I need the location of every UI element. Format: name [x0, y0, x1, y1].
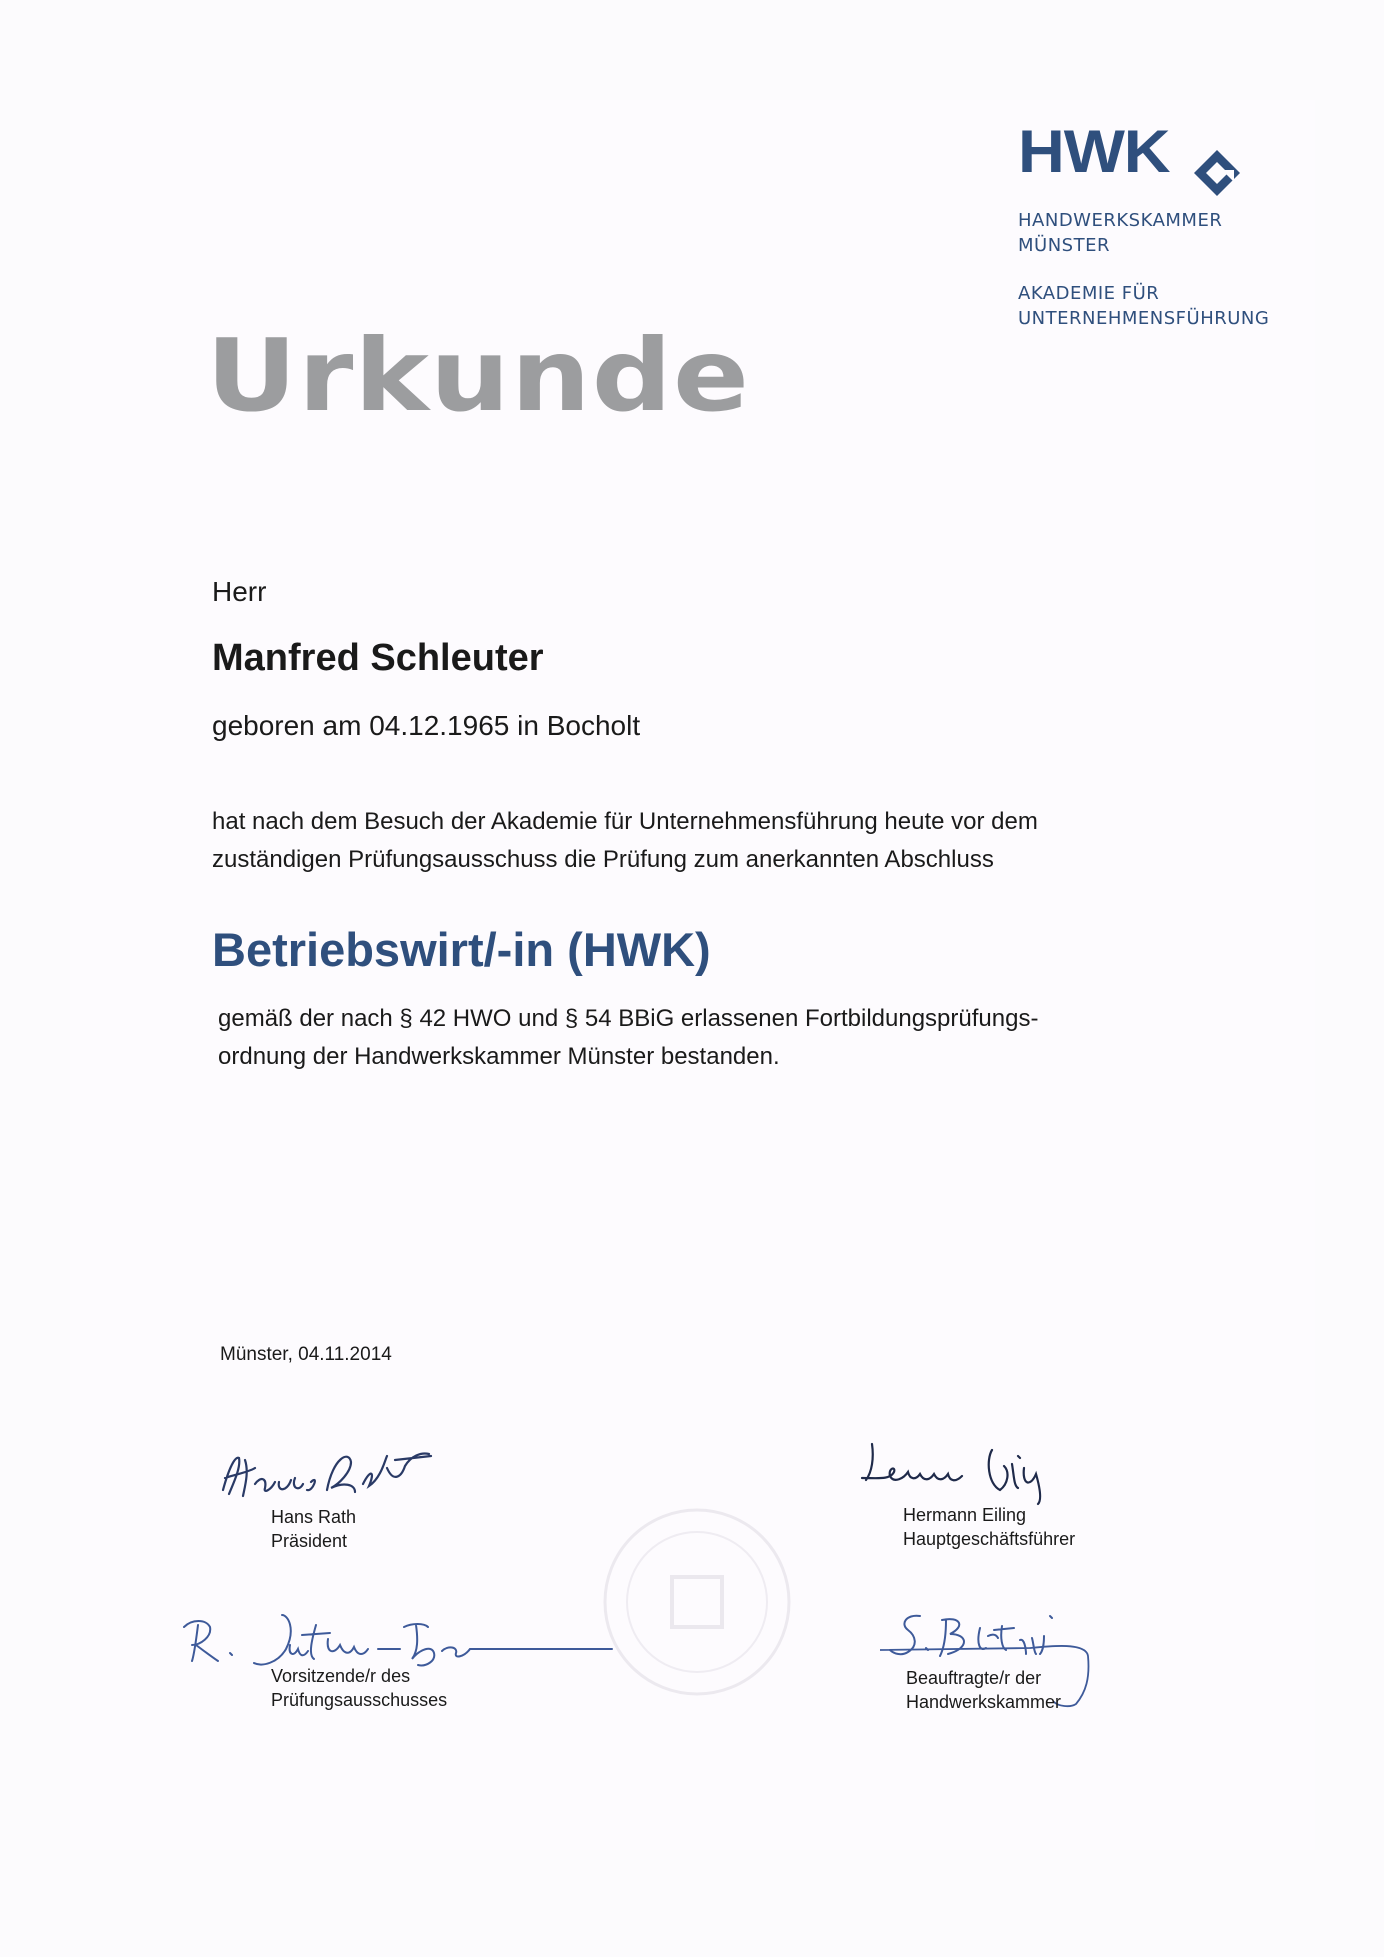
recipient-name: Manfred Schleuter: [212, 637, 544, 679]
salutation: Herr: [212, 576, 267, 607]
academy-name: AKADEMIE FÜR UNTERNEHMENSFÜHRUNG: [1018, 283, 1270, 329]
hwk-logo-text: HWK: [1018, 118, 1170, 185]
signatory-name: Hans Rath: [271, 1507, 357, 1527]
signatory-role: Präsident: [271, 1531, 348, 1551]
signatory-committee-chair: [271, 1664, 447, 1712]
signatory-chamber-representative: [906, 1666, 1061, 1714]
org-name: HANDWERKSKAMMER MÜNSTER: [1018, 210, 1223, 256]
signatory-name: Hermann Eiling: [903, 1505, 1027, 1525]
signatory-role: Beauftragte/r der: [906, 1668, 1042, 1688]
document-title: Urkunde: [206, 317, 751, 434]
body-text: hat nach dem Besuch der Akademie für Unternehmensführung heute vor dem zuständigen Prüfungsausschuss die Prüfung zum anerkannten Abschluss: [212, 808, 1038, 873]
signature-hermann-eiling: [860, 1438, 1075, 1508]
legal-text: gemäß der nach § 42 HWO und § 54 BBiG erlassenen Fortbildungsprüfungs- ordnung der Handwerkskammer Münster bestanden.: [218, 1005, 1039, 1070]
signatory-managing-director: [903, 1503, 1075, 1551]
signatory-president: [271, 1505, 356, 1553]
birth-info: geboren am 04.12.1965 in Bocholt: [212, 710, 641, 741]
signatory-role: Prüfungsausschusses: [271, 1690, 448, 1710]
degree-title: Betriebswirt/-in (HWK): [212, 923, 711, 976]
hwk-logo-icon: [1192, 148, 1242, 198]
signatory-role: Vorsitzende/r des: [271, 1666, 411, 1686]
signatory-role: Handwerkskammer: [906, 1692, 1062, 1712]
embossed-seal: [600, 1505, 795, 1700]
signature-hans-rath: [215, 1438, 445, 1508]
signatory-role: Hauptgeschäftsführer: [903, 1529, 1076, 1549]
place-date: Münster, 04.11.2014: [220, 1344, 392, 1365]
